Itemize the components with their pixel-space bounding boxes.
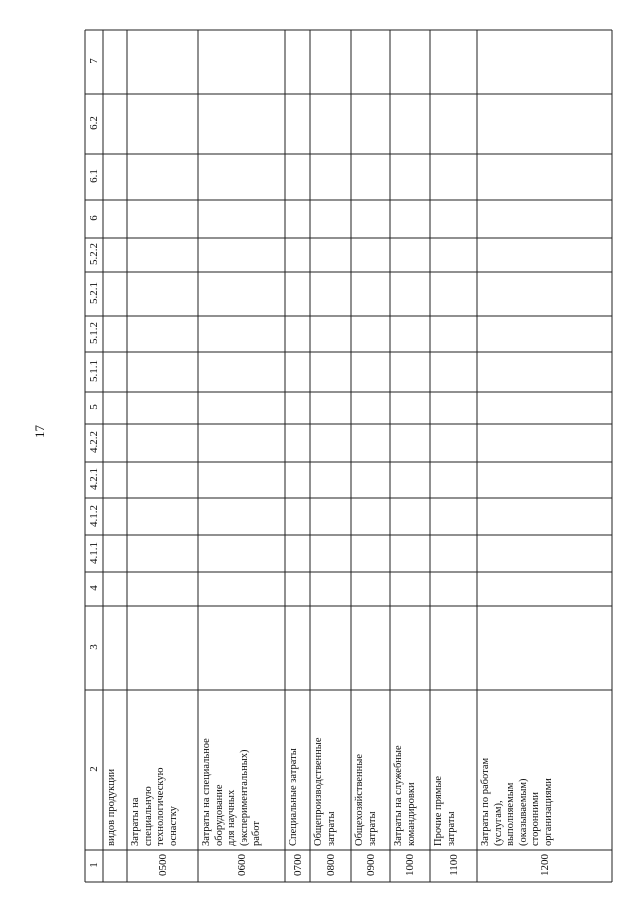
row-label: Затраты на служебные командировки (393, 745, 417, 846)
column-header: 2 (88, 766, 100, 772)
row-code: 1200 (538, 854, 551, 876)
row-label: Прочие прямые затраты (433, 775, 457, 846)
row-label: Общепроизводственные затраты (313, 737, 337, 846)
row-code: 0800 (324, 854, 337, 876)
row-label: видов продукции (106, 768, 117, 846)
column-header: 6 (88, 215, 100, 221)
row-code: 0500 (156, 854, 169, 876)
column-header: 1 (88, 862, 100, 868)
column-header: 4.2.1 (88, 468, 100, 490)
page-number: 17 (32, 425, 47, 438)
column-header: 4.1.2 (88, 504, 100, 527)
column-header: 6.1 (88, 169, 100, 183)
row-label: Общехозяйственные затраты (354, 754, 378, 846)
column-header: 5.1.2 (88, 322, 100, 344)
row-code: 0700 (291, 854, 304, 876)
row-code: 0900 (364, 854, 377, 876)
column-header: 5.2.2 (88, 243, 100, 265)
row-label: Затраты по работам (услугам), выполняемым (оказываемым) сторонними организациями (480, 757, 554, 846)
column-header: 5.2.1 (88, 282, 100, 304)
column-header: 4 (88, 585, 100, 591)
column-header: 3 (88, 644, 100, 650)
row-label: Затраты на специальное оборудование для научных (экспериментальных) работ (201, 738, 262, 846)
row-label: Затраты на специальную технологическую оснастку (130, 767, 179, 846)
column-header: 7 (88, 58, 100, 64)
column-header: 4.1.1 (88, 541, 100, 564)
column-header: 6.2 (88, 116, 100, 130)
row-label: Специальные затраты (288, 748, 299, 846)
column-header: 5.1.1 (88, 360, 100, 382)
row-code: 1000 (404, 854, 416, 876)
row-code: 0600 (235, 854, 248, 876)
column-header: 5 (88, 404, 100, 410)
row-code: 1100 (447, 854, 460, 876)
column-header: 4.2.2 (88, 431, 100, 453)
